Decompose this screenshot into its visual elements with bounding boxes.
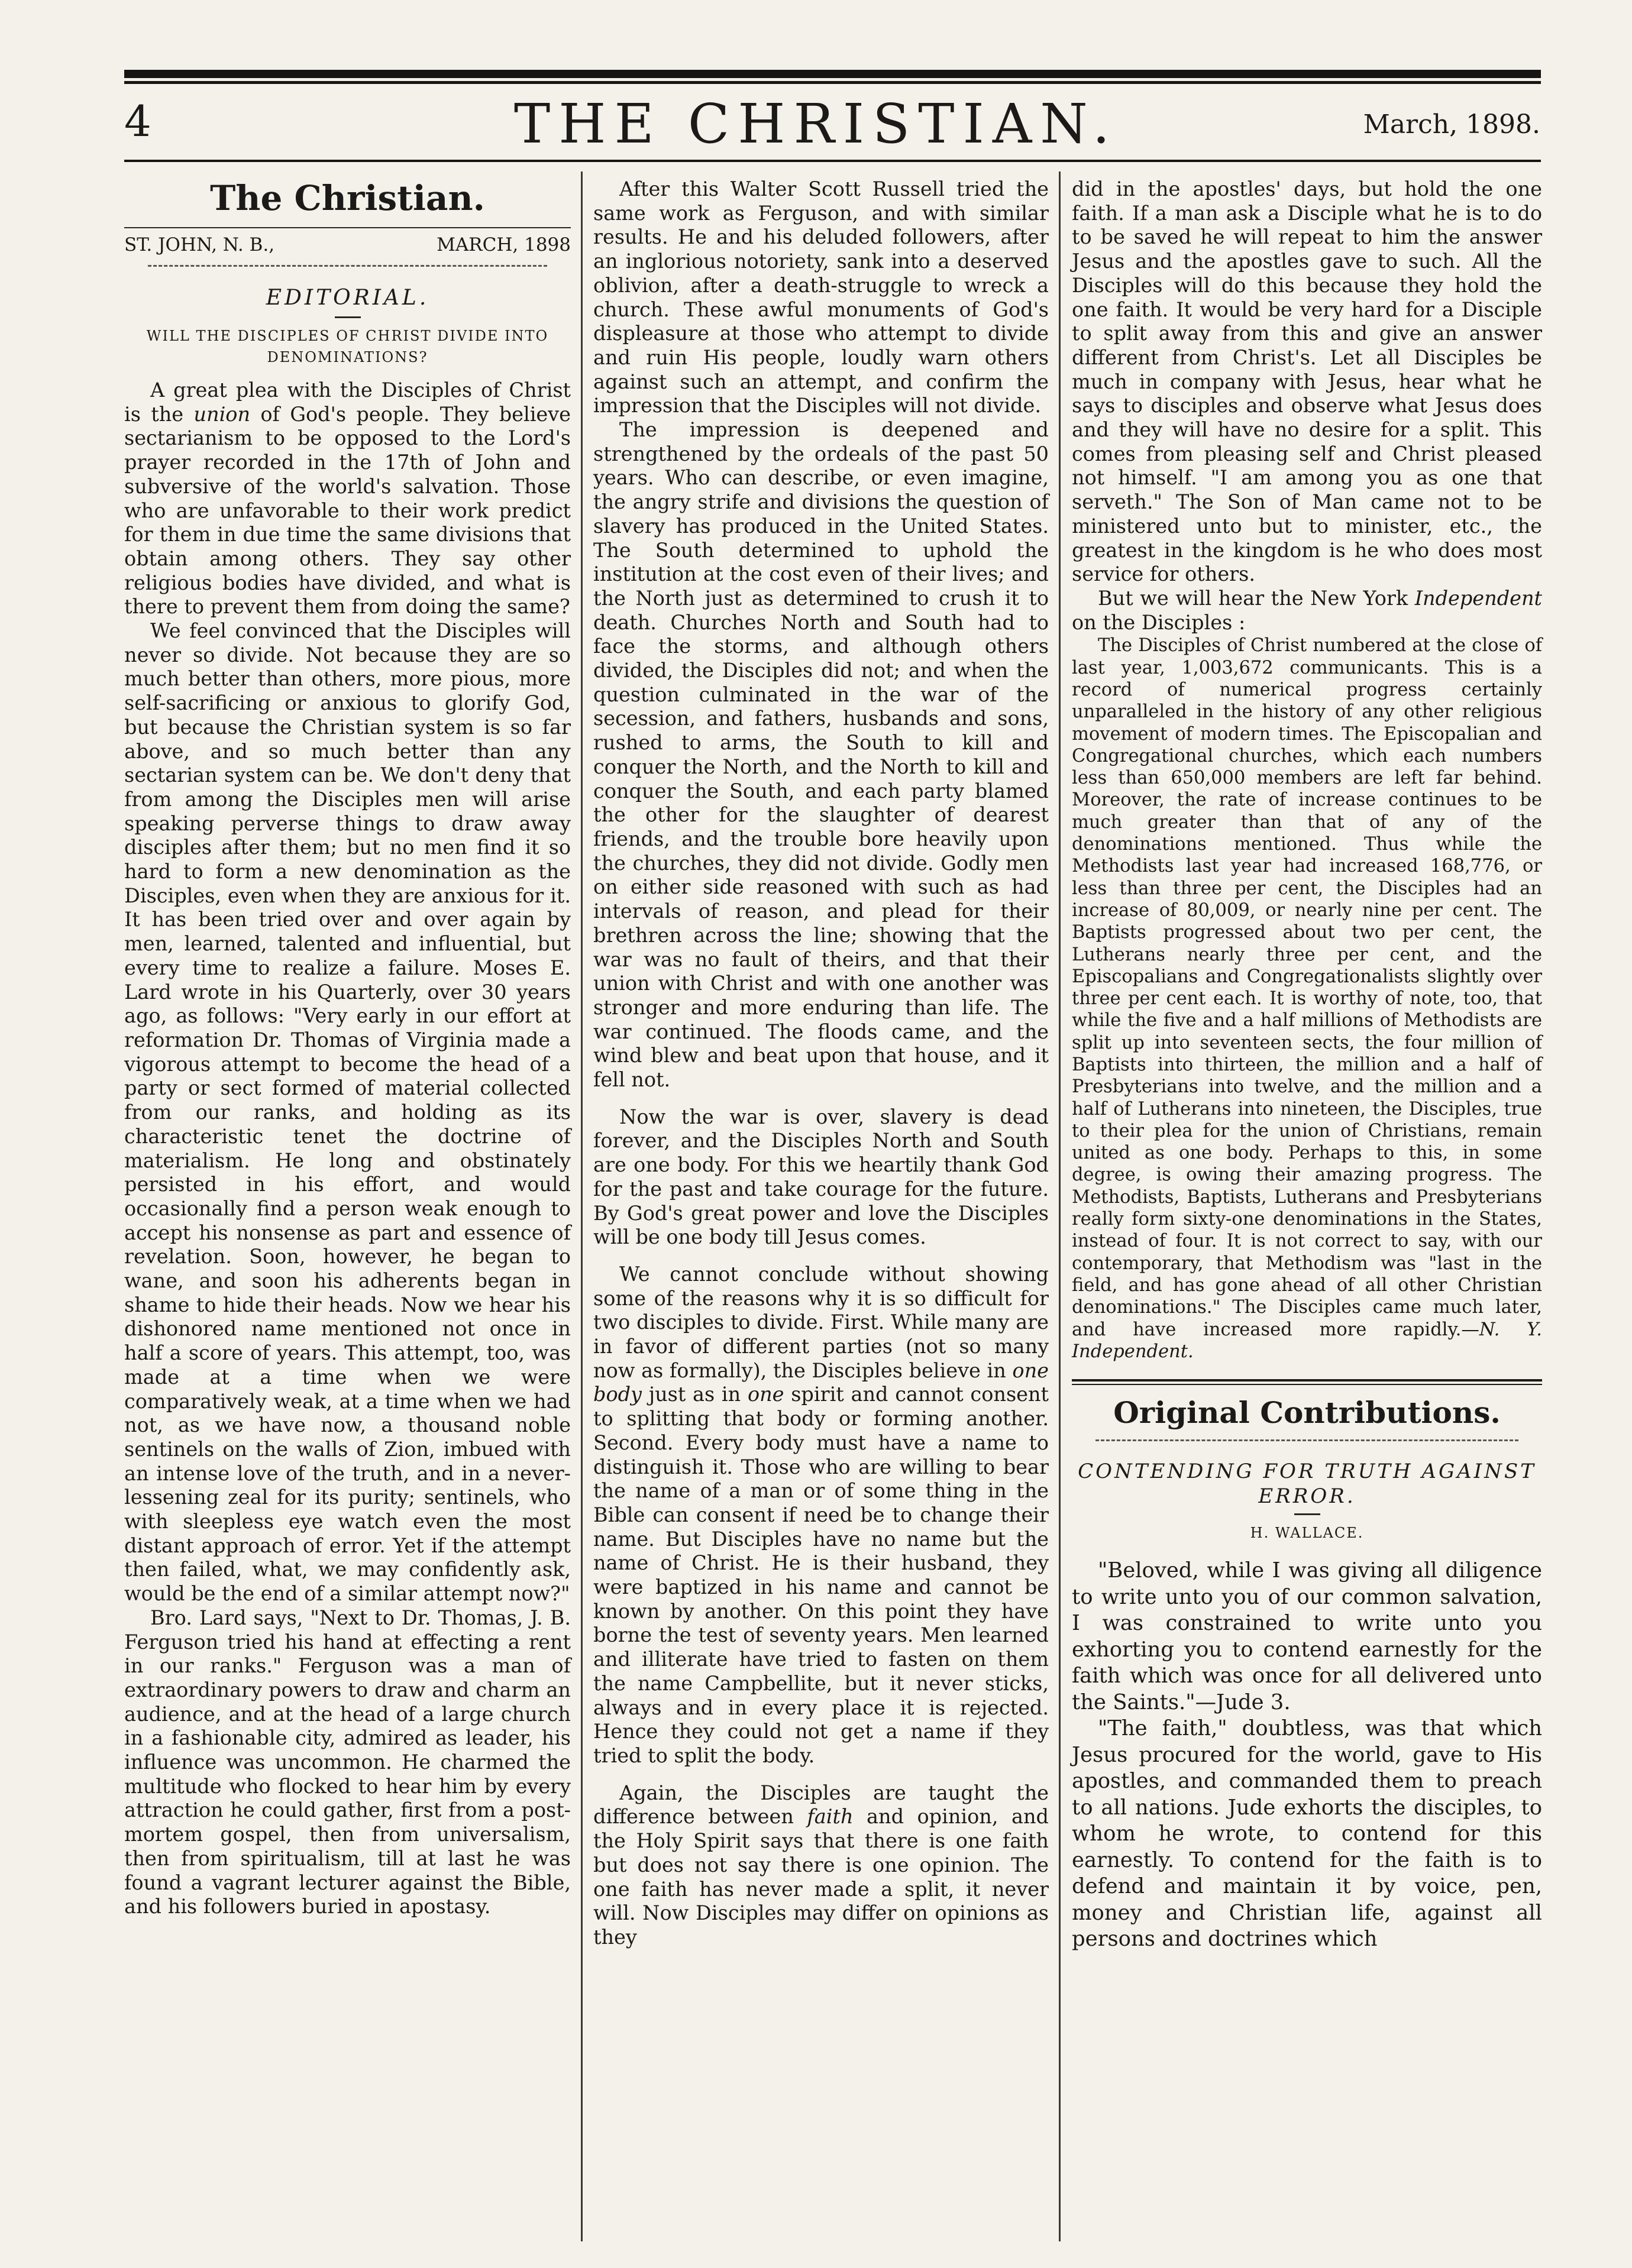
paragraph: Bro. Lard says, "Next to Dr. Thomas, J. B. Ferguson tried his hand at effecting a rent in our ranks." Ferguson was a man of extraordinary powers to draw and charm an audience, and at the head of a large church in a fashionable city, admired as leader, his influence was uncommon. He charmed the multitude who flocked to hear him by every attraction he could gather, first from a post-mortem gospel, then from universalism, then from spiritualism, till at last he was found a vagrant lecturer against the Bible, and his followers buried in apostasy. xyxy=(124,1606,571,1918)
editorial-subhead: WILL THE DISCIPLES OF CHRIST DIVIDE INTO DENOMINATIONS? xyxy=(146,328,549,365)
contribution xyxy=(1072,1459,1542,1953)
quoted-article: The Disciples of Christ numbered at the close of last year, 1,003,672 communicants. This is a record of numerical progress certainly unparalleled in the history of any other religious movement of modern times. The Episcopalian and Congregational churches, which each numbers less than 650,000 members are left far behind. Moreover, the rate of increase continues to be much greater than that of any of the denominations mentioned. Thus while the Methodists last year had increased 168,776, or less than three per cent, the Disciples had an increase of 80,009, or nearly nine per cent. The Baptists progressed about two per cent, the Lutherans nearly three per cent, and the Episcopalians and Congregationalists slightly over three per cent each. It is worthy of note, too, that while the five and a half millions of Methodists are split up into seventeen sects, the four million of Baptists into thirteen, the million and a half of Presbyterians into twelve, and the million and a half of Lutherans into nineteen, the Disciples, true to their plea for the union of Christians, remain united as one body. Perhaps to this, in some degree, is owing their amazing progress. The Methodists, Baptists, Lutherans and Presbyterians really form sixty-one denominations in the States, instead of four. It is not correct to say, with our contemporary, that Methodism was "last in the field, and has gone ahead of all other Christian denominations." The Disciples came much later, and have increased more rapidly.—N. Y. Independent. xyxy=(1072,635,1542,1362)
issue-date: March, 1898. xyxy=(1363,109,1540,140)
dateline-date: MARCH, 1898 xyxy=(437,234,571,255)
section-rule xyxy=(1072,1379,1542,1385)
dateline-rule xyxy=(148,265,547,267)
section-heading: Original Contributions. xyxy=(1113,1395,1501,1431)
contribution-rule xyxy=(1294,1513,1320,1515)
paragraph: A great plea with the Disciples of Christ is the union of God's people. They believe sectarianism to be opposed to the Lord's prayer recorded in the 17th of John and subversive of the world's salvation. Those who are unfavorable to their work predict for them in due time the same divisions that obtain among others. They say other religious bodies have divided, and what is there to prevent them from doing the same? xyxy=(124,378,571,619)
column-1 xyxy=(124,177,571,1919)
section-dash-rule xyxy=(1095,1439,1518,1441)
paragraph: After this Walter Scott Russell tried the same work as Ferguson, and with similar results. He and his deluded followers, after an inglorious notoriety, sank into a deserved oblivion, after a death-struggle to wreck a church. These awful monuments of God's displeasure at those who attempt to divide and ruin His people, loudly warn others against such an attempt, and confirm the impression that the Disciples will not divide. xyxy=(593,177,1049,418)
paragraph: But we will hear the New York Independent on the Disciples : xyxy=(1072,586,1542,634)
top-rule xyxy=(124,70,1541,78)
paper-title: The Christian. xyxy=(210,178,485,218)
header-rule xyxy=(124,160,1541,162)
paragraph: did in the apostles' days, but hold the one faith. If a man ask a Disciple what he is to do to be saved he will repeat to him the answer Jesus and the apostles gave to such. All the Disciples will do this because they hold the one faith. It would be very hard for a Disciple to split away from this and give an answer different from Christ's. Let all Disciples be much in company with Jesus, hear what he says to disciples and observe what Jesus does and they will have no desire for a split. This comes from pleasing self and Christ pleased not himself. "I am among you as one that serveth." The Son of Man came not to be ministered unto but to minister, etc., the greatest in the kingdom is he who does most service for others. xyxy=(1072,177,1542,586)
editorial-heading: EDITORIAL. xyxy=(266,286,429,310)
column-2 xyxy=(593,177,1049,1950)
column-rule-1 xyxy=(581,172,583,2241)
paragraph: "The faith," doubtless, was that which Jesus procured for the world, gave to His apostles, and commanded them to preach to all nations. Jude exhorts the disciples, to whom he wrote, to contend for this earnestly. To contend for the faith is to defend and maintain it by voice, pen, money and Christian life, against all persons and doctrines which xyxy=(1072,1716,1542,1952)
title-rule xyxy=(124,227,571,228)
contribution-title: CONTENDING FOR TRUTH AGAINST ERROR. xyxy=(1078,1460,1536,1509)
editorial-rule xyxy=(335,316,361,318)
paragraph: "Beloved, while I was giving all diligence to write unto you of our common salvation, I was constrained to write unto you exhorting you to contend earnestly for the faith which was once for all delivered unto the Saints."—Jude 3. xyxy=(1072,1558,1542,1714)
dateline-place: ST. JOHN, N. B., xyxy=(124,234,275,255)
column-3 xyxy=(1072,177,1542,1953)
paragraph: Now the war is over, slavery is dead forever, and the Disciples North and South are one body. For this we heartily thank God for the past and take courage for the future. By God's great power and love the Disciples will be one body till Jesus comes. xyxy=(593,1105,1049,1249)
column-rule-2 xyxy=(1059,172,1061,2241)
top-rule-thin xyxy=(124,81,1541,84)
paragraph: We cannot conclude without showing some of the reasons why it is so difficult for two disciples to divide. First. While many are in favor of different parties (not so many now as formally), the Disciples believe in one body just as in one spirit and cannot consent to splitting that body or forming another. Second. Every body must have a name to distinguish it. Those who are willing to bear the name of a man or of some thing in the Bible can consent if need be to change their name. But Disciples have no name but the name of Christ. He is their husband, they were baptized in his name and cannot be known by another. On this point they have borne the test of seventy years. Men learned and illiterate have tried to fasten on them the name Campbellite, but it never sticks, always and in every place it is rejected. Hence they could not get a name if they tried to split the body. xyxy=(593,1262,1049,1767)
masthead: THE CHRISTIAN. xyxy=(513,92,1119,156)
paragraph: We feel convinced that the Disciples will never so divide. Not because they are so much better than others, more pious, more self-sacrificing or anxious to glorify God, but because the Christian system is so far above, and so much better than any sectarian system can be. We don't deny that from among the Disciples men will arise speaking perverse things to draw away disciples after them; but no men find it so hard to form a new denomination as the Disciples, even when they are anxious for it. It has been tried over and over again by men, learned, talented and influential, but every time to realize a failure. Moses E. Lard wrote in his Quarterly, over 30 years ago, as follows: "Very early in our effort at reformation Dr. Thomas of Virginia made a vigorous attempt to become the head of a party or sect formed of material collected from our ranks, and holding as its characteristic tenet the doctrine of materialism. He long and obstinately persisted in his effort, and would occasionally find a person weak enough to accept his nonsense as part and essence of revelation. Soon, however, he began to wane, and soon his adherents began in shame to hide their heads. Now we hear his dishonored name mentioned not once in half a score of years. This attempt, too, was made at a time when we were comparatively weak, at a time when we had not, as we have now, a thousand noble sentinels on the walls of Zion, imbued with an intense love of the truth, and in a never-lessening zeal for its purity; sentinels, who with sleepless eye watch even the most distant approach of error. Yet if the attempt then failed, what, we may confidently ask, would be the end of a similar attempt now?" xyxy=(124,619,571,1606)
page-number: 4 xyxy=(124,96,151,146)
contribution-author: H. WALLACE. xyxy=(1250,1525,1364,1542)
dateline xyxy=(124,233,571,257)
paragraph: Again, the Disciples are taught the difference between faith and opinion, and the Holy Spirit says that there is one faith but does not say there is one opinion. The one faith has never made a split, it never will. Now Disciples may differ on opinions as they xyxy=(593,1781,1049,1949)
paragraph: The impression is deepened and strengthened by the ordeals of the past 50 years. Who can describe, or even imagine, the angry strife and divisions the question of slavery has produced in the United States. The South determined to uphold the institution at the cost even of their lives; and the North just as determined to crush it to death. Churches North and South had to face the storms, and although others divided, the Disciples did not; and when the question culminated in the war of the secession, and fathers, husbands and sons, rushed to arms, the South to kill and conquer the North, and the North to kill and conquer the South, and each party blamed the other for the slaughter of dearest friends, and the trouble bore heavily upon the churches, they did not divide. Godly men on either side reasoned with such as had intervals of reason, and plead for their brethren across the line; showing that the war was no fault of theirs, and that their union with Christ and with one another was stronger and more enduring than life. The war continued. The floods came, and the wind blew and beat upon that house, and it fell not. xyxy=(593,418,1049,1092)
